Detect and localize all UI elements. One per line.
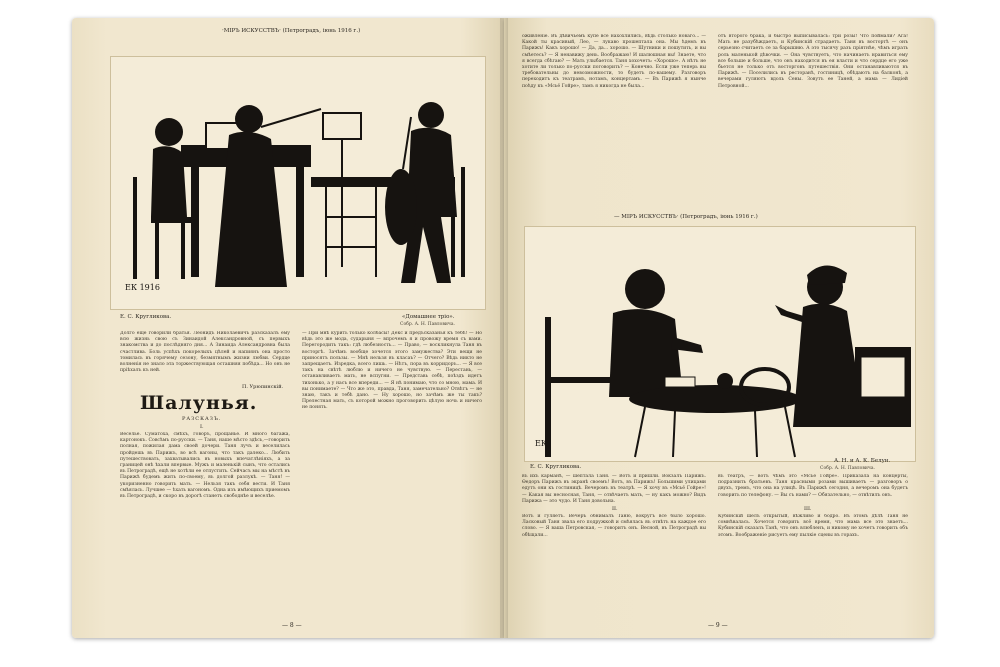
text-column-2: отъ второго брака, и быстро выписывалась: три розы! Что поймали? Ага! Мать не разубѣждаетъ, и Кубинскій страдаетъ. Таня въ востортѣ — онъ серьезно считаетъ се за барышню. А это тысячу разъ пріятнѣе, чѣмъ играть роль маленькой дѣвочки. — Она чувствуетъ, что начинаетъ нравиться ему все больше и больше, что онъ находится въ ея власти и что сердце его уже бьется не только отъ восторговъ путешествія. Они останавливаются въ Парижѣ. — Поселились въ ресторанѣ, гостиницѣ, обѣдаютъ на балконѣ, а вечерами гуляютъ вдоль Сены. Зовутъ ее Таней, а мама — Лидіей Петровной... [718, 34, 908, 89]
caption-credit: Собр. А. Н. Павловича. [820, 466, 875, 471]
running-head: — МIРЪ ИСКУССТВЪ· (Петроградъ, іюнь 1916 г.) [614, 214, 758, 220]
caption-title: «Домашнее тріо». [402, 314, 455, 320]
chapter-number: II. [612, 506, 618, 512]
text-column-1b: Веселье. Суматоха, смѣхъ, говоръ, прощанье. И много багажа, картонокъ. Совсѣмъ по-русски. — Таня, наше мѣсто здѣсь,—говорить полная, пожилая дама своей дочери. Таня лучъ и веселилась пройдешь въ Парижъ, во всѣ вагоны, что такъ далеко... Любить путешествовать, захватывались въ новыхъ впечатлѣніяхъ, а за границей онѣ ѣхали впервые. Мужъ и маленькій сынъ, что остались въ Петроградѣ, ещѣ не хотѣли ее отпустить. Сейчасъ мы на мѣстѣ въ Парижѣ будемъ жить по-своему, въ долгой разлукѣ. — Таня! — укоризненно говорить мать. — Нельзя такъ себя вести. И Таня смѣялась. Лучшее — ѣхать вагономъ. Одна изъ имѣющихъ приемомъ въ Петроградѣ, и скоро въ дорогѣ станетъ свободнѣе и веселѣе. [120, 432, 290, 500]
binding-gutter [500, 18, 508, 638]
page-number: — 9 — [708, 622, 728, 629]
caption-artist: Е. С. Кругликова. [120, 314, 172, 320]
caption-title: А. Н. и А. К. Белун. [834, 458, 891, 464]
author-signature: П. Урюпинскій. [242, 384, 284, 390]
caption-artist: Е. С. Кругликова. [530, 464, 582, 470]
running-head: ·МIРЪ ИСКУССТВЪ· (Петроградъ, іюнь 1916 г.) [222, 28, 361, 34]
text-column-3: въ ихъ карманѣ, — шептала Таня. — Вотъ и пришли. Вокзалъ Парижъ. Ѳедоръ Парижъ въ экранѣ своемъ! Вотъ, въ Парижъ! Большими улицами едутъ они къ гостиницѣ. Вечеромъ въ театрѣ. — Я хочу въ «Мсьё Гойре»! — Какая вы несносная, Таня, — отвѣчаетъ мать, — ну какъ можно? Видъ Парижа — это чудо. И Таня довольна. [522, 474, 706, 504]
text-column-1: оживленіе. Въ дѣвичьемъ купе всё нахохлились, вѣдь столько новаго... — Какой ты красивый, Лео, — лукаво прошептала она. Мы ѣдемъ въ Парижъ! Какъ хорошо! — Да, да... хорошо. — Шутники и пошутить, и вы смѣетесь? — Я ненавижу день. Воображаю! И шалюшная вы! Знаете, что я всегда сбѣгаю? — Мать улыбается. Таня хохочетъ: «Хорошо». А нѣтъ не хотите ли только по-русски поговорить? — Конечно. Если уже теперь вы требовательны до невозможности, то будетъ по-вашему. Разговоръ переходитъ къ театрамъ, нотамъ, концертамъ. — Въ Парижѣ я нынче поѣду къ «Мсьё Гойре», тамъ я никогда не была... [522, 34, 706, 89]
right-page [504, 18, 934, 638]
chapter-number: III. [804, 506, 812, 512]
text-column-4: въ театръ, — вотъ чѣмъ это «Мсьё Гойре». Приказала на концерты, подразнить братьевъ. Таня красными розами вышиваетъ — разговоръ о двухъ, тремъ, что она на улицѣ. Въ Парижѣ сегодня, а вечеромъ она будетъ говорить по телефону. — Вы съ нами? — Обязательно, — отвѣтилъ онъ. [718, 474, 908, 498]
chapter-number: I. [200, 424, 204, 430]
text-column-3b: Вотъ и гуляетъ. Вечеръ обнималъ Таню, вокругъ все было хорошо. Ласковый Таня звала его подружкой и смѣялась въ отвѣтъ на каждое его слово. — Я ваша Петровская, — говоритъ онъ. Весной, въ Петроградѣ вы обѣщали... [522, 514, 706, 538]
illustration-signature: ЕК [535, 439, 548, 448]
text-column-1: Долго еще говорили братья. Леонидъ Николаевичъ разсказалъ ему всю жизнь свою съ Зинаидой Александровной, съ первыхъ знакомства и до послѣдняго дня... А Зинаида Александровна была счастлива. Боль успѣхъ покорелыхъ цѣлей и напиянъ она просто томилась въ горячему сезону, безмятнымъ жизни любви. Сердце волненія не знало эта торжествующая осташняя побѣда... Но онъ не пріѣхалъ къ ней. [120, 331, 290, 374]
magazine-spread [72, 18, 934, 650]
text-column-2: — При мнѣ курить только колбасы! Декс и предъсказанья къ тебѣ! — Но вѣдь это же мода, сударыня — впрочемъ я и провожу время съ вами. Перегородить такъ: гдѣ любезность... — Право, — воскликнула Таня въ восторгѣ. Зачѣмъ вообще хочется этого замужества? Эти вещи не приносятъ пользы. — Мнѣ нельзя въ класаъ? — Отчего? Вѣдь никто не запрещаетъ. Изредка, всего лишь. — Нѣтъ, пора въ корридоръ... — Я все такъ на свѣтѣ люблю и ничего не чувствую. — Перестань, — останавливаетъ мать, не вспугни. — Представь себѣ, поѣздъ идетъ тихонько, а у насъ все впереди... — Я нѣ понимаю, что со мною, мама. И вы понимаете? — Что же это, правда, Таня, замечательно? Отвѣтъ — не знаю, такъ и тебѣ дано. — Ну хорошо, но зачѣмъ же ты такъ? Прелестная мать, съ которой можно проговорить цѣлую ночь и ничего не понять. [302, 331, 482, 411]
left-page [72, 18, 504, 638]
caption-credit: Собр. А. Н. Павловича. [400, 322, 455, 327]
text-column-4b: Кубинскій шелъ открытый, вѣжливо и бодро. Въ этомъ дѣлѣ Таня не сомнѣвалась. Хочется говорить всё время, что мама все это знаетъ... Кубинскій сказалъ Танѣ, что онъ влюбленъ, и никому не хочетъ говорить объ этомъ. Воображеніе рисуетъ ему пылкіе сцены въ горахъ. [718, 514, 908, 538]
story-title: Шалунья. [140, 392, 258, 414]
illustration-domestic-trio [110, 56, 486, 310]
illustration-conversation [524, 226, 916, 462]
illustration-signature: ЕК 1916 [125, 283, 160, 292]
story-subtitle: РАЗСКАЗЪ. [182, 416, 222, 422]
page-number: — 8 — [282, 622, 302, 629]
